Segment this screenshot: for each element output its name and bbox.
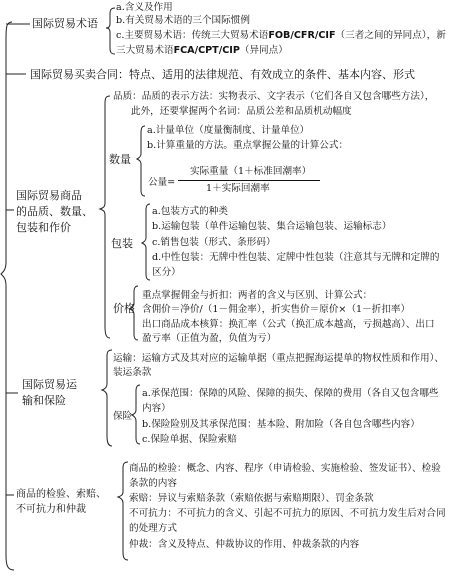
topic-sales-contract	[30, 67, 415, 82]
trade-terms-fob-cfr-cif: FOB/CFR/CIF	[268, 30, 336, 41]
insurance-item-a-2: 内容）	[142, 403, 171, 414]
topic-trade-terms: 国际贸易术语	[32, 17, 98, 30]
transport-line-1: 运输：运输方式及其对应的运输单据（重点把握海运提单的物权性质和作用）、	[113, 353, 444, 364]
trade-terms-item-a: a.含义及作用	[116, 2, 173, 13]
topic-transport-title-2: 输和保险	[22, 394, 66, 407]
quantity-item-b: b.计算重量的方法。重点掌握公量的计算公式：	[147, 140, 349, 151]
trade-terms-new-note: （异同点）	[239, 45, 288, 56]
force-majeure-line-2: 的处理方式	[129, 523, 177, 534]
quantity-item-a: a.计量单位（度量衡制度、计量单位）	[147, 125, 310, 136]
pricing-line-4: 盈亏率（正值为盈，负值为亏）	[142, 333, 277, 344]
insurance-label: 保险	[113, 411, 133, 422]
quality-line-1: 品质：品质的表示方法：实物表示、文字表示（它们各自又包含哪些方法），	[113, 91, 435, 102]
insurance-item-b: b.保险险别及其承保范围：基本险、附加险（各自包含哪些内容）	[142, 419, 420, 430]
inspection-line-2: 条款的内容	[129, 478, 177, 489]
packaging-item-d-1: d.中性包装：无牌中性包装、定牌中性包装（注意其与无牌和定牌的	[152, 252, 440, 263]
sales-contract-detail: ：特点、适用的法律规范、有效成立的条件、基本内容、形式	[118, 68, 415, 81]
force-majeure-line-1: 不可抗力：不可抗力的含义、引起不可抗力的原因、不可抗力发生后对合同	[129, 508, 446, 519]
formula-numerator: 实际重量（1＋标准回潮率）	[190, 166, 312, 177]
pricing-line-2: 含佣价＝净价/（1－佣金率），折实售价＝原价×（1－折扣率）	[142, 304, 411, 315]
trade-terms-item-b: b.有关贸易术语的三个国际惯例	[116, 15, 250, 26]
trade-terms-c-note: （三者之间的异同点），新	[335, 30, 446, 41]
formula-denominator: 1＋实际回潮率	[206, 183, 270, 194]
arbitration-line: 仲裁：含义及特点、仲裁协议的作用、仲裁条款的内容	[129, 539, 360, 550]
insurance-item-c: c.保险单据、保险索赔	[142, 434, 237, 445]
packaging-item-a: a.包装方式的种类	[152, 206, 228, 217]
pricing-label: 价格	[113, 302, 135, 315]
formula-lhs: 公量=	[148, 177, 176, 188]
trade-terms-item-new	[116, 44, 288, 57]
transport-line-2: 装运条款	[113, 367, 152, 378]
packaging-item-c: c.销售包装（形式、条形码）	[152, 237, 276, 248]
packaging-item-d-2: 区分）	[152, 267, 181, 278]
topic-inspection-title-2: 不可抗力和仲裁	[16, 504, 86, 515]
trade-terms-item-c	[116, 29, 446, 42]
insurance-item-a-1: a.承保范围：保障的风险、保障的损失、保障的费用（各自又包含哪些	[142, 388, 439, 399]
topic-commodity-title-2: 的品质、数量、	[16, 205, 93, 218]
formula-fraction-bar	[178, 180, 320, 181]
topic-transport-title-1: 国际贸易运	[22, 378, 77, 391]
topic-commodity-title-3: 包装和作价	[16, 221, 71, 234]
pricing-line-3: 出口商品成本核算：换汇率（公式（换汇成本越高，亏损越高）、出口	[142, 319, 435, 330]
quantity-label: 数量	[109, 153, 131, 166]
trade-terms-fca-cpt-cip: FCA/CPT/CIP	[173, 45, 240, 56]
inspection-line-1: 商品的检验：概念、内容、程序（申请检验、实施检验、签发证书）、检验	[129, 463, 441, 474]
quality-line-2: 此外，还要掌握两个名词：品质公差和品质机动幅度	[131, 106, 352, 117]
sales-contract-title: 国际贸易买卖合同	[30, 68, 118, 81]
topic-inspection-title-1: 商品的检验、索赔、	[16, 489, 106, 500]
topic-commodity-title-1: 国际贸易商品	[16, 189, 82, 202]
trade-terms-c-prefix: c.主要贸易术语：传统三大贸易术语	[116, 30, 269, 41]
packaging-item-b: b.运输包装（单件运输包装、集合运输包装、运输标志）	[152, 221, 392, 232]
claims-line: 索赔：异议与索赔条款（索赔依据与索赔期限）、罚金条款	[129, 493, 374, 504]
trade-terms-new-prefix: 三大贸易术语	[116, 45, 174, 56]
packaging-label: 包装	[111, 237, 133, 250]
pricing-line-1: 重点掌握佣金与折扣：两者的含义与区别、计算公式：	[142, 290, 373, 301]
